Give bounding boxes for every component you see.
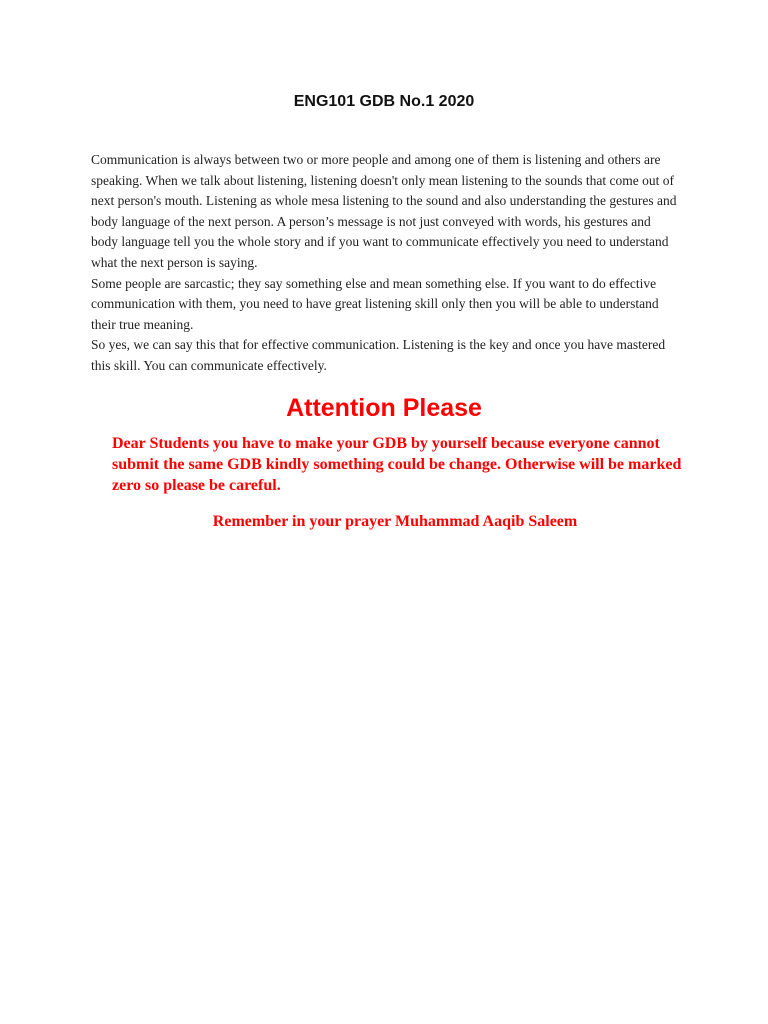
document-title: ENG101 GDB No.1 2020 xyxy=(293,93,475,110)
body-paragraph-3: So yes, we can say this that for effective communication. Listening is the key and once you have mastered this skill. You can communicate effectively. xyxy=(91,337,666,373)
body-paragraph-1: Communication is always between two or more people and among one of them is listening and others are speaking. When we talk about listening, listening doesn't only mean listening to the sounds that come out of next person's mouth. Listening as whole mesa listening to the sound and also understanding the gestures and body language of the next person. A person’s message is not just conveyed with words, his gestures and body language tell you the whole story and if you want to communicate effectively you need to understand what the next person is saying. xyxy=(91,152,677,270)
document-body xyxy=(91,150,681,377)
student-notice: Dear Students you have to make your GDB by yourself because everyone cannot submit the same GDB kindly something could be change. Otherwise will be marked zero so please be careful. xyxy=(112,435,682,494)
attention-heading: Attention Please xyxy=(286,394,482,422)
remember-line: Remember in your prayer Muhammad Aaqib Saleem xyxy=(212,513,578,530)
body-paragraph-2: Some people are sarcastic; they say something else and mean something else. If you want to do effective communication with them, you need to have great listening skill only then you will be able to understand their true meaning. xyxy=(91,275,659,332)
